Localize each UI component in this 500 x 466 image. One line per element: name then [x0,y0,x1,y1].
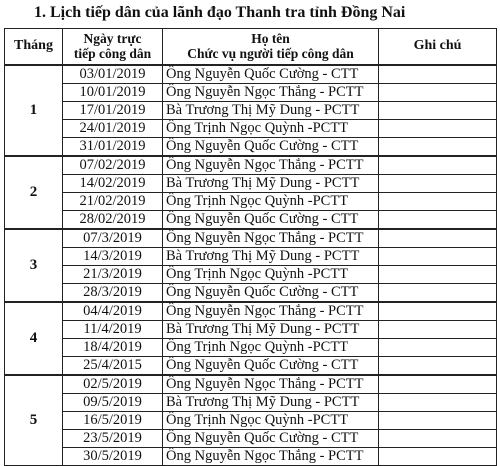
note-cell [379,356,497,375]
name-cell: Ông Nguyễn Ngọc Thắng - PCTT [163,229,379,248]
name-cell: Ông Trịnh Ngọc Quỳnh -PCTT [163,411,379,429]
note-cell [379,192,497,210]
note-cell [379,174,497,192]
table-row [5,375,497,394]
name-cell: Ông Nguyễn Quốc Cường - CTT [163,65,379,84]
note-cell [379,65,497,84]
table-row [5,320,497,338]
note-cell [379,265,497,283]
note-cell [379,447,497,465]
name-cell: Ông Nguyễn Ngọc Thắng - PCTT [163,302,379,321]
date-cell: 24/01/2019 [63,119,163,137]
table-body [5,65,497,466]
name-cell: Bà Trương Thị Mỹ Dung - PCTT [163,393,379,411]
date-cell: 31/01/2019 [63,137,163,156]
name-cell: Ông Nguyễn Quốc Cường - CTT [163,210,379,229]
header-date-line1: Ngày trực [83,31,142,47]
table-row [5,393,497,411]
date-cell: 03/01/2019 [63,65,163,84]
note-cell [379,393,497,411]
table-row [5,83,497,101]
note-cell [379,229,497,248]
name-cell: Ông Nguyễn Ngọc Thắng - PCTT [163,447,379,465]
table-row [5,137,497,156]
name-cell: Ông Trịnh Ngọc Quỳnh -PCTT [163,119,379,137]
date-cell: 21/3/2019 [63,265,163,283]
date-cell: 17/01/2019 [63,101,163,119]
table-row [5,338,497,356]
table-row [5,283,497,302]
note-cell [379,320,497,338]
date-cell: 09/5/2019 [63,393,163,411]
header-date-line2: tiếp công dân [73,46,152,62]
name-cell: Ông Nguyễn Ngọc Thắng - PCTT [163,83,379,101]
note-cell [379,101,497,119]
table-row [5,411,497,429]
table-row [5,447,497,465]
header-month: Tháng [5,29,63,65]
name-cell: Ông Nguyễn Quốc Cường - CTT [163,137,379,156]
page-title: 1. Lịch tiếp dân của lãnh đạo Thanh tra tỉnh Đồng Nai [34,4,406,21]
date-cell: 14/3/2019 [63,247,163,265]
name-cell: Ông Nguyễn Quốc Cường - CTT [163,429,379,447]
name-cell: Ông Nguyễn Quốc Cường - CTT [163,356,379,375]
note-cell [379,210,497,229]
table-row [5,356,497,375]
note-cell [379,429,497,447]
name-cell: Ông Trịnh Ngọc Quỳnh -PCTT [163,338,379,356]
name-cell: Ông Trịnh Ngọc Quỳnh -PCTT [163,265,379,283]
date-cell: 04/4/2019 [63,302,163,321]
table-row [5,174,497,192]
date-cell: 23/5/2019 [63,429,163,447]
date-cell: 25/4/2015 [63,356,163,375]
name-cell: Ông Trịnh Ngọc Quỳnh -PCTT [163,192,379,210]
table-row [5,101,497,119]
header-row [5,29,497,65]
date-cell: 11/4/2019 [63,320,163,338]
date-cell: 18/4/2019 [63,338,163,356]
name-cell: Bà Trương Thị Mỹ Dung - PCTT [163,174,379,192]
table-row [5,119,497,137]
month-cell: 2 [5,156,63,229]
table-row [5,247,497,265]
name-cell: Ông Nguyễn Quốc Cường - CTT [163,283,379,302]
month-cell: 5 [5,375,63,466]
table-row [5,192,497,210]
header-name-line2: Chức vụ người tiếp công dân [187,46,354,62]
name-cell: Ông Nguyễn Ngọc Thắng - PCTT [163,156,379,175]
date-cell: 21/02/2019 [63,192,163,210]
note-cell [379,283,497,302]
date-cell: 28/3/2019 [63,283,163,302]
note-cell [379,156,497,175]
table-row [5,210,497,229]
table-row [5,265,497,283]
name-cell: Bà Trương Thị Mỹ Dung - PCTT [163,320,379,338]
date-cell: 02/5/2019 [63,375,163,394]
date-cell: 14/02/2019 [63,174,163,192]
header-note: Ghi chú [379,29,497,65]
table-row [5,429,497,447]
note-cell [379,137,497,156]
table-row [5,156,497,175]
note-cell [379,411,497,429]
header-name-line1: Họ tên [251,31,290,47]
name-cell: Ông Nguyễn Ngọc Thắng - PCTT [163,375,379,394]
date-cell: 30/5/2019 [63,447,163,465]
note-cell [379,247,497,265]
header-date [63,29,163,65]
note-cell [379,83,497,101]
month-cell: 3 [5,229,63,302]
note-cell [379,375,497,394]
name-cell: Bà Trương Thị Mỹ Dung - PCTT [163,247,379,265]
month-cell: 1 [5,65,63,156]
header-name [163,29,379,65]
note-cell [379,119,497,137]
name-cell: Bà Trương Thị Mỹ Dung - PCTT [163,101,379,119]
schedule-table [4,28,497,466]
date-cell: 28/02/2019 [63,210,163,229]
table-row [5,302,497,321]
date-cell: 07/3/2019 [63,229,163,248]
table-row [5,65,497,84]
date-cell: 16/5/2019 [63,411,163,429]
date-cell: 07/02/2019 [63,156,163,175]
note-cell [379,338,497,356]
table-row [5,229,497,248]
date-cell: 10/01/2019 [63,83,163,101]
month-cell: 4 [5,302,63,375]
note-cell [379,302,497,321]
